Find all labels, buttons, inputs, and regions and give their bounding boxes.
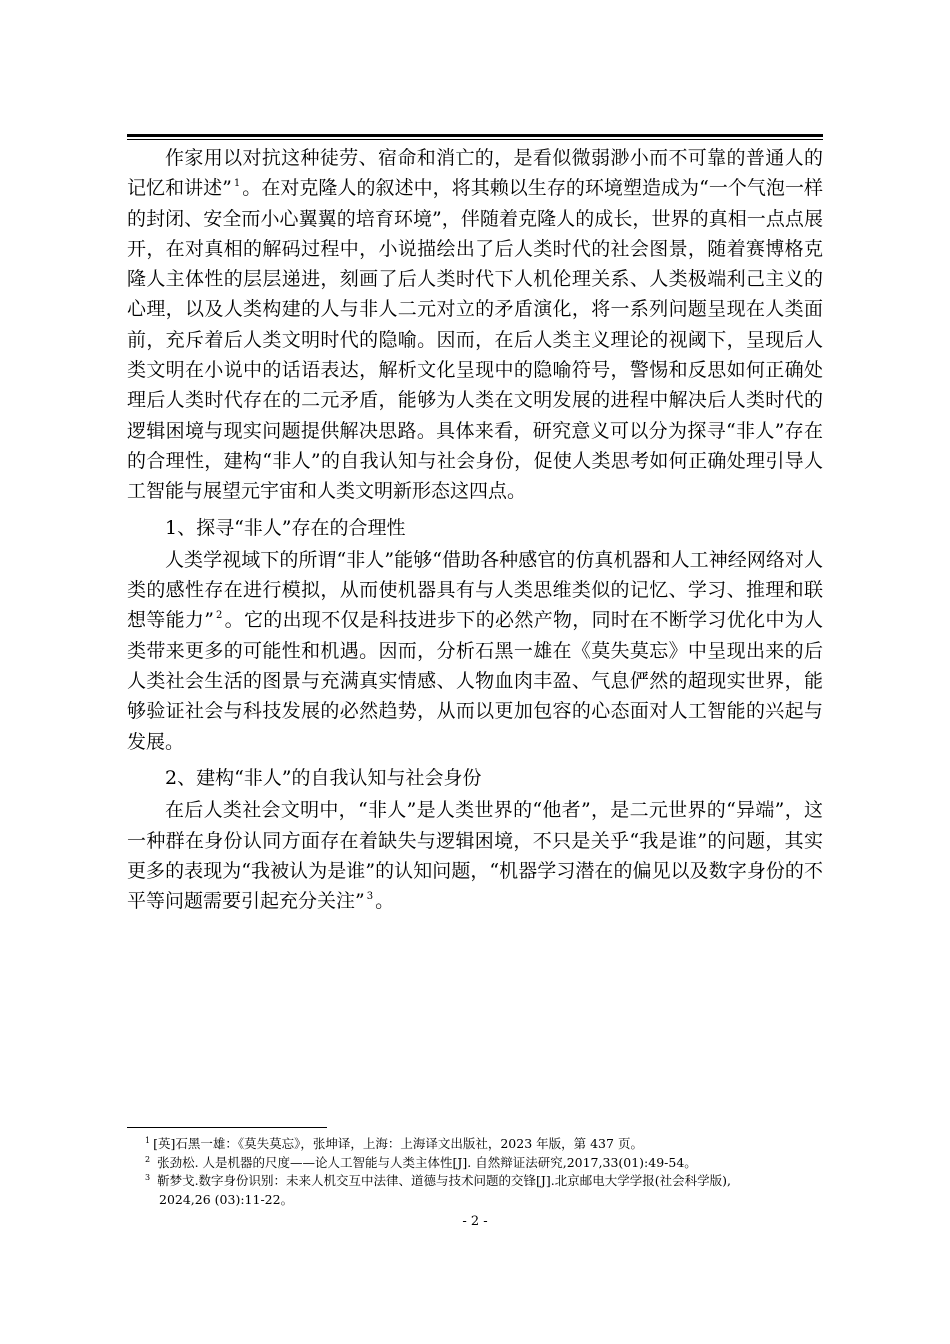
footnote-1-text: [英]石黑一雄：《莫失莫忘》，张坤译，上海：上海译文出版社，2023 年版，第 437 页。 (153, 1136, 643, 1151)
section-heading-2: 2、建构“非人”的自我认知与社会身份 (165, 766, 482, 789)
paragraph-1 (127, 143, 823, 507)
footnote-3 (127, 1172, 823, 1191)
footnote-2-text: 张劲松. 人是机器的尺度——论人工智能与人类主体性[J]. 自然辩证法研究,2017,33(01):49-54。 (153, 1154, 697, 1170)
footnote-2-number: 2 (145, 1154, 151, 1164)
paragraph-2-text-b: 。它的出现不仅是科技进步下的必然产物，同时在不断学习优化中为人类带来更多的可能性和机遇。因而，分析石黑一雄在《莫失莫忘》中呈现出来的后人类社会生活的图景与充满真实情感、人物血肉丰盈、气息俨然的超现实世界，能够验证社会与科技发展的必然趋势，从而以更加包容的心态面对人工智能的兴起与发展。 (127, 609, 823, 753)
main-body (127, 143, 823, 916)
footnote-3-number: 3 (145, 1173, 151, 1182)
header-rule (127, 134, 823, 137)
footnote-1-number: 1 (145, 1136, 151, 1145)
footnote-ref-1[interactable]: 1 (233, 178, 241, 190)
paragraph-2 (127, 545, 823, 757)
page-number: - 2 - (462, 1214, 488, 1229)
footnote-ref-3[interactable]: 3 (366, 891, 374, 903)
paragraph-3 (127, 795, 823, 916)
footnote-ref-2[interactable]: 2 (215, 610, 223, 622)
footnotes (127, 1135, 823, 1209)
paragraph-3-text-b: 。 (375, 890, 395, 913)
footnote-3-text: 靳梦戈.数字身份识别：未来人机交互中法律、道德与技术问题的交锋[J].北京邮电大学学报(社会科学版), (153, 1173, 732, 1188)
paragraph-1-text-b: 。在对克隆人的叙述中，将其赖以生存的环境塑造成为“一个气泡一样的封闭、安全而小心翼翼的培育环境”，伴随着克隆人的成长，世界的真相一点点展开，在对真相的解码过程中，小说描绘出了后人类时代的社会图景，随着赛博格克隆人主体性的层层递进，刻画了后人类时代下人机伦理关系、人类极端利己主义的心理，以及人类构建的人与非人二元对立的矛盾演化，将一系列问题呈现在人类面前，充斥着后人类文明时代的隐喻。因而，在后人类主义理论的视阈下，呈现后人类文明在小说中的话语表达，解析文化呈现中的隐喻符号，警惕和反思如何正确处理后人类时代存在的二元矛盾，能够为人类在文明发展的进程中解决后人类时代的逻辑困境与现实问题提供解决思路。具体来看，研究意义可以分为探寻“非人”存在的合理性，建构“非人”的自我认知与社会身份，促使人类思考如何正确处理引导人工智能与展望元宇宙和人类文明新形态这四点。 (127, 177, 824, 503)
footnote-separator (127, 1127, 327, 1128)
paragraph-2-text-a: 人类学视域下的所谓“非人”能够“借助各种感官的仿真机器和人工神经网络对人类的感性存在进行模拟，从而使机器具有与人类思维类似的记忆、学习、推理和联想等能力” (127, 548, 823, 632)
section-heading-1: 1、探寻“非人”存在的合理性 (165, 516, 406, 539)
footnote-3-continued: 2024,26 (03):11-22。 (159, 1191, 294, 1207)
paragraph-3-text-a: 在后人类社会文明中，“非人”是人类世界的“他者”，是二元世界的“异端”，这一种群在身份认同方面存在着缺失与逻辑困境，不只是关乎“我是谁”的问题，其实更多的表现为“我被认为是谁”的认知问题，“机器学习潜在的偏见以及数字身份的不平等问题需要引起充分关注” (127, 799, 823, 913)
header-rule-thin (127, 139, 823, 140)
paragraph-1-text-a: 作家用以对抗这种徒劳、宿命和消亡的，是看似微弱渺小而不可靠的普通人的记忆和讲述” (127, 147, 823, 200)
footnote-2 (127, 1154, 823, 1173)
footnote-1 (127, 1135, 823, 1154)
